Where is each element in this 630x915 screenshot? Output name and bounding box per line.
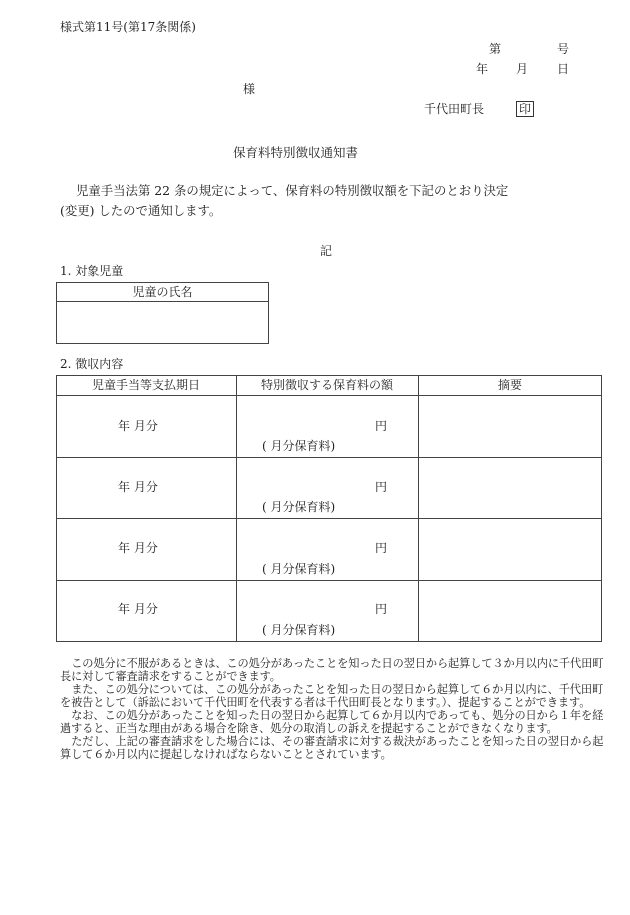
- date-year: 年: [476, 62, 489, 76]
- col-divider-2: [418, 375, 419, 642]
- child-table-divider: [56, 301, 269, 302]
- row-2-date: 年 月分: [118, 480, 158, 494]
- row-4-date: 年 月分: [118, 602, 158, 616]
- form-label: 様式第11号(第17条関係): [60, 20, 196, 34]
- notice-paragraph-1: この処分に不服があるときは、この処分があったことを知った日の翌日から起算して３か月以内に千代田町長に対して審査請求をすることができます。: [60, 657, 604, 683]
- row-1-amount-unit: 円: [375, 419, 388, 433]
- number-go: 号: [557, 42, 570, 56]
- section1-heading: 1. 対象児童: [60, 264, 124, 278]
- row-divider-2: [56, 518, 602, 519]
- col-header-date: 児童手当等支払期日: [91, 378, 200, 392]
- issuer-name: 千代田町長: [424, 102, 485, 116]
- row-4-month-note: ( 月分保育料): [262, 623, 336, 637]
- notice-paragraph-3: なお、この処分があったことを知った日の翌日から起算して６か月以内であっても、処分の日から１年を経過すると、正当な理由がある場合を除き、処分の取消しの訴えを提起することができなくなります。: [60, 709, 604, 735]
- number-dai: 第: [489, 42, 502, 56]
- row-4-amount-unit: 円: [375, 602, 388, 616]
- col-header-remarks: 摘要: [497, 378, 522, 392]
- date-day: 日: [557, 62, 570, 76]
- ki-mark: 記: [320, 244, 333, 258]
- row-3-amount-unit: 円: [375, 541, 388, 555]
- row-3-date: 年 月分: [118, 541, 158, 555]
- header-divider: [56, 395, 602, 396]
- section2-heading: 2. 徴収内容: [60, 357, 124, 371]
- row-divider-3: [56, 580, 602, 581]
- document-title: 保育料特別徴収通知書: [233, 145, 359, 160]
- row-2-amount-unit: 円: [375, 480, 388, 494]
- col-divider-1: [236, 375, 237, 642]
- intro-line-2: (変更) したので通知します。: [60, 203, 222, 218]
- date-month: 月: [516, 62, 529, 76]
- row-1-date: 年 月分: [118, 419, 158, 433]
- notice-paragraph-4: ただし、上記の審査請求をした場合には、その審査請求に対する裁決があったことを知った日の翌日から起算して６か月以内に提起しなければならないこととされています。: [60, 735, 604, 761]
- seal-mark: 印: [516, 101, 534, 117]
- row-divider-1: [56, 457, 602, 458]
- intro-line-1: 児童手当法第 22 条の規定によって、保育料の特別徴収額を下記のとおり決定: [76, 183, 509, 198]
- col-header-amount: 特別徴収する保育料の額: [260, 378, 393, 392]
- row-3-month-note: ( 月分保育料): [262, 562, 336, 576]
- notice-paragraph-2: また、この処分については、この処分があったことを知った日の翌日から起算して６か月以内に、千代田町を被告として（訴訟において千代田町を代表する者は千代田町長となります。）、提起することができます。: [60, 683, 604, 709]
- addressee-suffix: 様: [243, 82, 256, 96]
- appeal-notice: [60, 657, 608, 761]
- child-name-header: 児童の氏名: [132, 285, 193, 299]
- row-1-month-note: ( 月分保育料): [262, 439, 336, 453]
- row-2-month-note: ( 月分保育料): [262, 500, 336, 514]
